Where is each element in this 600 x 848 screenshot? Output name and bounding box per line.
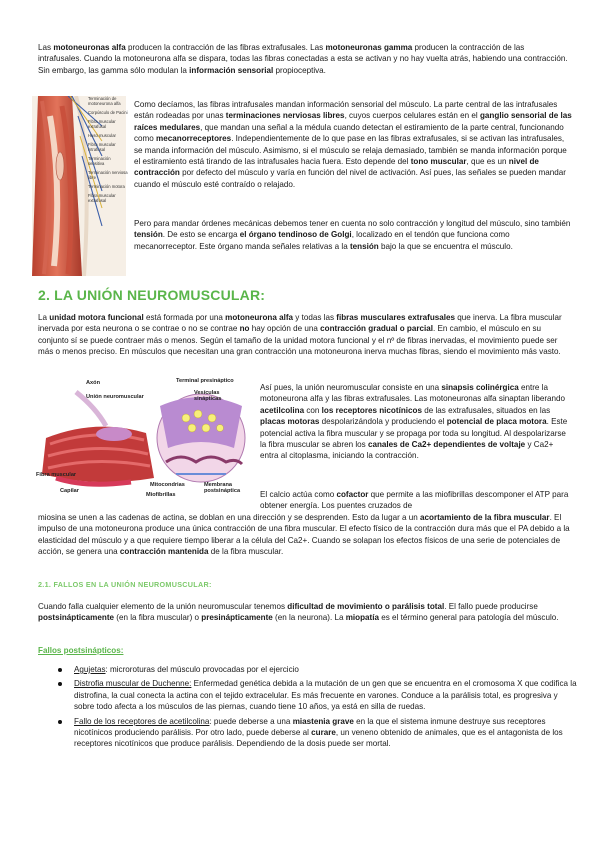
fallos-postsinapticos-heading: Fallos postsinápticos:: [38, 646, 124, 655]
disorders-list: [38, 664, 578, 753]
list-item: Distrofia muscular de Duchenne: Enfermedad genética debida a la mutación de un gen que se encuentra en el cromosoma X que codifica la distrofina, la cual conecta la actina con el tejido extracelular. Es más frecuente en varones. Conduce a la parálisis total, es progresiva y sobre todo afecta a los músculos de las piernas, cuando tiene 10 años, ya está en silla de ruedas.: [38, 678, 578, 712]
figure-label: Terminación motora: [88, 184, 125, 189]
label-membrana: Membrana postsináptica: [204, 482, 241, 494]
bullet-icon: [58, 668, 62, 672]
subsection-heading: 2.1. FALLOS EN LA UNIÓN NEUROMUSCULAR:: [38, 580, 212, 589]
figure-label: Huso muscular: [88, 133, 116, 138]
label-capilar: Capilar: [60, 488, 79, 494]
bullet-icon: [58, 720, 62, 724]
paragraph-tension: Pero para mandar órdenes mecánicas debemos tener en cuenta no solo contracción y longitud del músculo, sino también tensión. De esto se encarga el órgano tendinoso de Golgi, localizado en el tendón que funciona como mecanorreceptor. Este órgano manda señales relativas a la tensión bajo la que se encuentra el músculo.: [134, 219, 571, 251]
label-vesiculas: Vesículas sinápticas: [194, 390, 222, 402]
label-terminal: Terminal presináptico: [176, 378, 234, 384]
label-mitocondrias: Mitocondrias: [150, 482, 185, 488]
figure-label: Terminación de motoneurona alfa: [88, 96, 121, 106]
figure-label: Fibra muscular intrafusal: [88, 142, 116, 152]
paragraph-unidad-motora: La unidad motora funcional está formada por una motoneurona alfa y todas las fibras musculares extrafusales que inerva. La fibra muscular inervada por esta neurona o se contrae o no se contrae no hay opción de una contracción gradual o parcial. En cambio, el músculo en su conjunto sí se puede contraer más o menos. Según el tamaño de la unidad motora funcional y el nº de fibras inervadas, el movimiento puede ser más o menos preciso. En músculos que necesitan una gran contracción una motoneurona inerva muchas fibras, siendo el movimiento más vasto.: [38, 313, 562, 357]
label-fibra: Fibra muscular: [36, 472, 77, 478]
paragraph-intrafusales: Como decíamos, las fibras intrafusales mandan información sensorial del músculo. La parte central de las intrafusales están rodeadas por unas terminaciones nerviosas libres, cuyos cuerpos celulares están en el ganglio sensorial de las raíces medulares, que mandan una señal a la médula cuando detectan el estiramiento de la parte central, funcionando como mecanorreceptores. Independientemente de lo que pase en las fibras extrafusales, si se activan las intrafusales, se manda información del músculo. Asimismo, si el músculo se relaja demasiado, también se manda información porque el estiramiento está tirando de las intrafusales hacia fuera. Esto depende del tono muscular, que es un nivel de contracción por defecto del músculo y varía en función del nivel de activación. Así pues, las señales se pueden mandar cuando el músculo esté contraído o relajado.: [134, 100, 572, 189]
bullet-icon: [58, 682, 62, 686]
paragraph-sinapsis: Así pues, la unión neuromuscular consiste en una sinapsis colinérgica entre la motoneurona alfa y las fibras extrafusales. Las motoneuronas alfa sinaptan liberando acetilcolina con los receptores nicotínicos de las extrafusales, situados en las placas motoras despolarizándola y produciendo el potencial de placa motora. Este potencial activa la fibra muscular y se propaga por toda su longitud. Al despolarizarse la fibra muscular se abren los canales de Ca2+ dependientes de voltaje y Ca2+ entra al citoplasma, iniciando la contracción.: [260, 383, 568, 461]
figure-label: Fibra muscular extrafusal: [88, 193, 116, 203]
section-heading: 2. LA UNIÓN NEUROMUSCULAR:: [38, 287, 266, 303]
figure-label: Corpúsculo de Pacini: [88, 110, 128, 115]
list-item: Fallo de los receptores de acetilcolina: puede deberse a una miastenia grave en la que el sistema inmune destruye sus receptores nicotínicos produciendo parálisis. Por otro lado, puede deberse al curare, un veneno obtenido de animales, que es el antagonista de los receptores nicotínicos que produce parálisis. Dependiendo de la dosis puede ser mortal.: [38, 716, 578, 750]
label-union: Unión neuromuscular: [86, 394, 144, 400]
paragraph-calcio: El calcio actúa como cofactor que permite a las miofibrillas descomponer el ATP para obtener energía. Los puentes cruzados de: [260, 490, 569, 511]
label-axon: Axón: [86, 380, 100, 386]
figure-label: Terminación sensitiva: [88, 156, 111, 166]
neuromuscular-junction-figure: [36, 378, 256, 500]
figure-labels: [88, 96, 128, 207]
figure-label: Terminación nerviosa libre: [88, 170, 128, 180]
paragraph-motoneuronas: Las motoneuronas alfa producen la contracción de las fibras extrafusales. Las motoneuronas gamma producen la contracción de las intrafusales. Cuando la motoneurona alfa se dispara, todas las fibras conectadas a esta se activan y no hay vuelta atrás, habiendo una contracción. Sin embargo, las gamma sólo modulan la información sensorial propioceptiva.: [38, 43, 568, 75]
list-item: Agujetas: microroturas del músculo provocadas por el ejercicio: [38, 664, 578, 675]
paragraph-fallos: Cuando falla cualquier elemento de la unión neuromuscular tenemos dificultad de movimiento o parálisis total. El fallo puede producirse postsinápticamente (en la fibra muscular) o presinápticamente (en la neurona). La miopatía es el término general para patología del músculo.: [38, 602, 559, 623]
label-miofibrillas: Miofibrillas: [146, 492, 176, 498]
figure-label: Fibra muscular extrafusal: [88, 119, 116, 129]
paragraph-miosina: miosina se unen a las cadenas de actina, se doblan en una dirección y se desprenden. Esto da lugar a un acortamiento de la fibra muscular. El impulso de una motoneurona produce una única contracción de una fibra muscular. El efecto físico de la contracción dura más que el PA debido a la elasticidad del músculo y a que requiere tiempo liberar a la célula del Ca2+. Cuando se solapan los efectos físicos de una serie de potenciales de acción, se genera una contracción mantenida de la fibra muscular.: [38, 513, 570, 557]
